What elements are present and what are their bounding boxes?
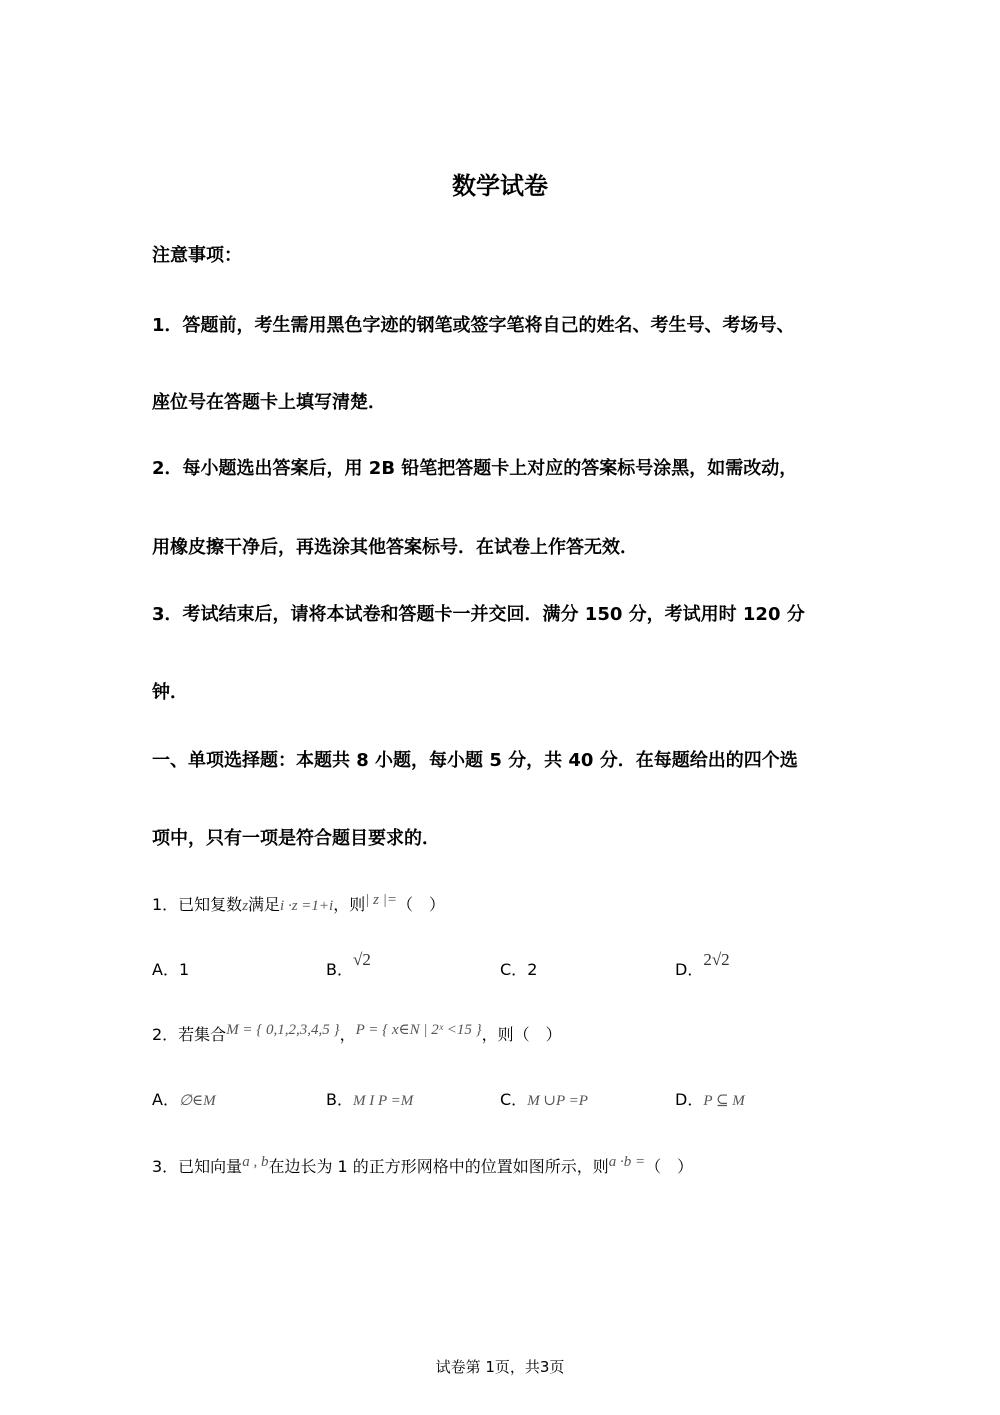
q1-option-a-value: 1	[178, 960, 190, 979]
q2-option-c-label: C．	[500, 1090, 528, 1109]
question-3-math-vectors: a , b	[242, 1154, 269, 1170]
notice-heading: 注意事项：	[152, 245, 242, 266]
notice-line-2: 座位号在答题卡上填写清楚．	[152, 392, 386, 413]
q1-option-b-label: B．	[326, 960, 353, 979]
q1-option-b	[326, 950, 371, 982]
q2-option-a-value: ∅∈M	[178, 1093, 216, 1109]
q1-option-c-value: 2	[527, 960, 538, 979]
q2-option-a	[152, 1088, 216, 1113]
q2-option-c	[500, 1088, 588, 1113]
question-1-mid2: ，则	[333, 895, 366, 914]
question-1-mid: 满足	[248, 895, 281, 914]
q2-option-b-label: B．	[326, 1090, 353, 1109]
page-footer: 试卷第 1页，共3页	[435, 1358, 565, 1376]
q1-option-d-value: 2√2	[703, 950, 730, 969]
q2-option-c-value: M ∪P =P	[527, 1093, 588, 1109]
question-2-mid: ，	[339, 1025, 356, 1044]
section-heading-line-1: 一、单项选择题：本题共 8 小题，每小题 5 分，共 40 分．在每题给出的四个选	[152, 750, 798, 771]
question-1-suffix: （ ）	[396, 895, 445, 914]
question-3-math-dot: a ·b =	[608, 1154, 646, 1170]
section-heading-line-2: 项中，只有一项是符合题目要求的．	[152, 828, 440, 849]
q2-option-a-label: A．	[152, 1090, 179, 1109]
notice-line-5: 3．考试结束后，请将本试卷和答题卡一并交回．满分 150 分，考试用时 120 分	[152, 604, 805, 625]
q1-option-b-value: √2	[352, 950, 371, 969]
q2-option-b-value: M I P =M	[352, 1093, 414, 1109]
q2-option-b	[326, 1088, 413, 1113]
question-2-math-set-p: P = { x∈N | 2ˣ <15 }	[355, 1022, 482, 1038]
question-1-prefix: 1．已知复数	[152, 895, 243, 914]
question-2-suffix: ，则（ ）	[481, 1025, 562, 1044]
question-3-prefix: 3．已知向量	[152, 1157, 243, 1176]
question-2-prefix: 2．若集合	[152, 1025, 227, 1044]
notice-line-1: 1．答题前，考生需用黑色字迹的钢笔或签字笔将自己的姓名、考生号、考场号、	[152, 315, 795, 336]
question-1-math-modulus: | z |=	[365, 892, 397, 908]
question-1	[152, 893, 445, 918]
question-2-math-set-m: M = { 0,1,2,3,4,5 }	[226, 1022, 340, 1038]
q1-option-d-label: D．	[675, 960, 704, 979]
question-3-mid: 在边长为 1 的正方形网格中的位置如图所示，则	[268, 1157, 609, 1176]
notice-line-3: 2．每小题选出答案后，用 2B 铅笔把答题卡上对应的答案标号涂黑，如需改动，	[152, 458, 798, 479]
q2-option-d	[675, 1088, 745, 1113]
page-title: 数学试卷	[452, 172, 548, 200]
notice-line-6: 钟．	[152, 682, 188, 703]
question-3-suffix: （ ）	[645, 1157, 694, 1176]
question-1-math-equation: i ·z =1+i	[280, 898, 334, 914]
question-1-math-z: z	[242, 898, 249, 914]
question-3	[152, 1155, 693, 1180]
q1-option-c-label: C．	[500, 960, 528, 979]
q2-option-d-label: D．	[675, 1090, 704, 1109]
q2-option-d-value: P ⊆ M	[703, 1093, 745, 1109]
q1-option-c	[500, 958, 537, 982]
question-2	[152, 1023, 562, 1048]
notice-line-4: 用橡皮擦干净后，再选涂其他答案标号．在试卷上作答无效．	[152, 537, 638, 558]
q1-option-a-label: A．	[152, 960, 179, 979]
q1-option-a	[152, 958, 189, 982]
q1-option-d	[675, 950, 730, 982]
